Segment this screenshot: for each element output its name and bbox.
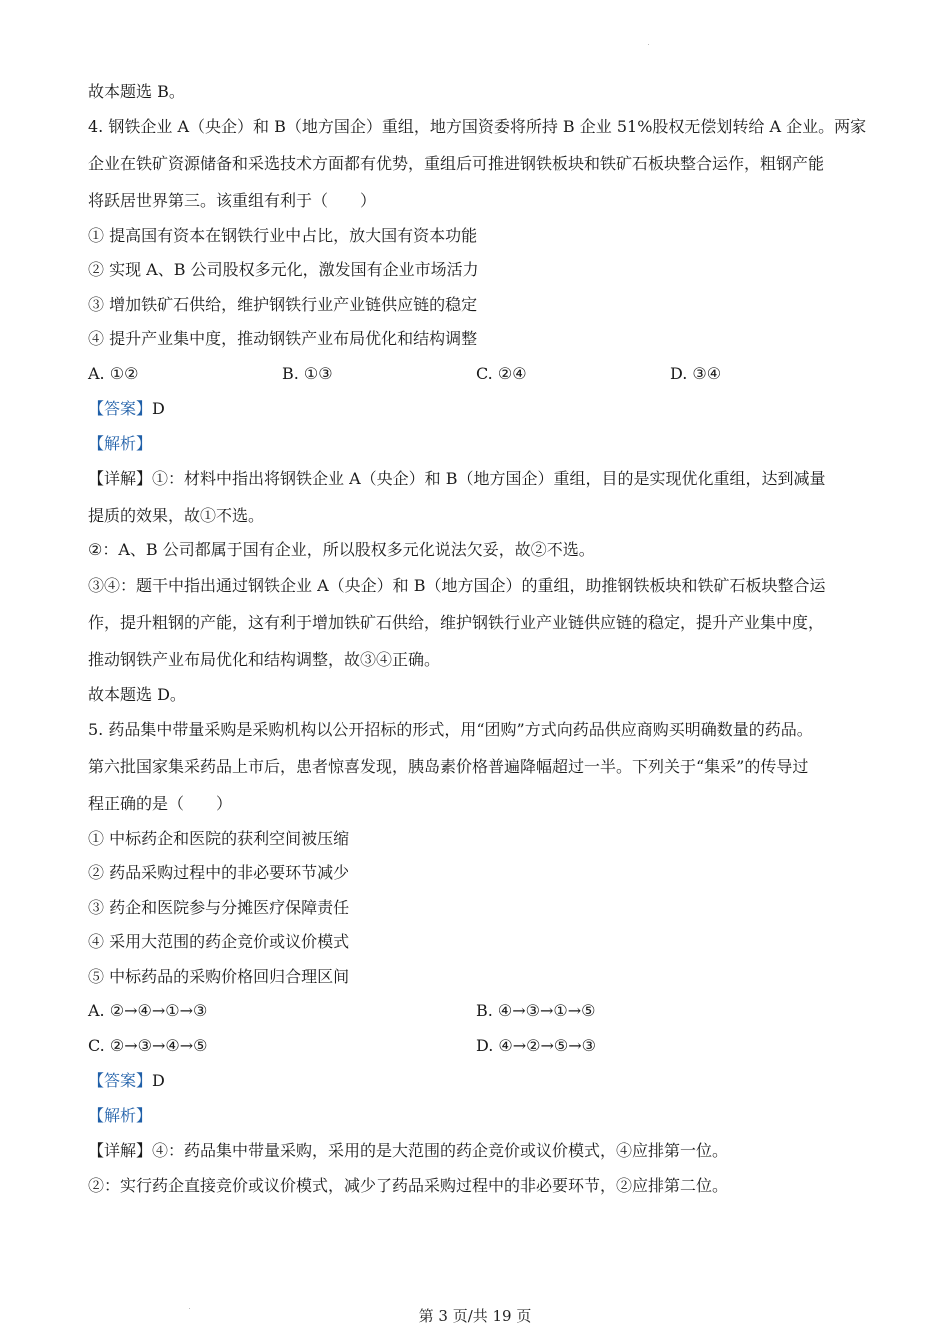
q4-detail-line-2: 提质的效果，故①不选。 xyxy=(88,506,265,525)
q5-analysis-heading xyxy=(88,1106,868,1126)
q4-item-1: ① 提高国有资本在钢铁行业中占比，放大国有资本功能 xyxy=(88,226,478,245)
q4-analysis-heading xyxy=(88,434,868,454)
analysis-tag: 【解析】 xyxy=(88,1106,153,1125)
q5-item-5: ⑤ 中标药品的采购价格回归合理区间 xyxy=(88,967,350,986)
q4-item-4: ④ 提升产业集中度，推动钢铁产业布局优化和结构调整 xyxy=(88,329,478,348)
q4-stem-line-3: 将跃居世界第三。该重组有利于（ ） xyxy=(88,191,377,210)
q4-item-3: ③ 增加铁矿石供给，维护钢铁行业产业链供应链的稳定 xyxy=(88,295,478,314)
answer-tag: 【答案】 xyxy=(88,1071,153,1090)
q5-detail-line-1 xyxy=(88,1141,868,1161)
q4-detail-line-3: ②：A、B 公司都属于国有企业，所以股权多元化说法欠妥，故②不选。 xyxy=(88,540,595,559)
q4-answer xyxy=(88,399,868,419)
q4-detail-line-6: 推动钢铁产业布局优化和结构调整，故③④正确。 xyxy=(88,650,441,669)
q5-item-4: ④ 采用大范围的药企竞价或议价模式 xyxy=(88,932,350,951)
q5-option-b: B. ④→③→①→⑤ xyxy=(476,1001,596,1020)
q4-option-d: D. ③④ xyxy=(670,364,722,383)
q5-option-c: C. ②→③→④→⑤ xyxy=(88,1036,208,1055)
page-number: 第 3 页/共 19 页 xyxy=(418,1307,532,1325)
q5-stem-line-2: 第六批国家集采药品上市后，患者惊喜发现，胰岛素价格普遍降幅超过一半。下列关于“集采”的传导过 xyxy=(88,757,809,776)
q4-stem-line-2: 企业在铁矿资源储备和采选技术方面都有优势，重组后可推进钢铁板块和铁矿石板块整合运作，粗钢产能 xyxy=(88,154,825,173)
q5-item-1: ① 中标药企和医院的获利空间被压缩 xyxy=(88,829,350,848)
detail-text: ①：材料中指出将钢铁企业 A（央企）和 B（地方国企）重组，目的是实现优化重组，达到减量 xyxy=(152,469,826,488)
q4-option-a: A. ①② xyxy=(88,364,139,383)
q4-item-2: ② 实现 A、B 公司股权多元化，激发国有企业市场活力 xyxy=(88,260,479,279)
q5-stem-line-3: 程正确的是（ ） xyxy=(88,794,233,813)
answer-value: D xyxy=(152,1071,165,1090)
answer-tag: 【答案】 xyxy=(88,399,153,418)
q5-option-d: D. ④→②→⑤→③ xyxy=(476,1036,597,1055)
q4-detail-line-4: ③④：题干中指出通过钢铁企业 A（央企）和 B（地方国企）的重组，助推钢铁板块和铁矿石板块整合运 xyxy=(88,576,826,595)
q4-detail-line-1 xyxy=(88,469,868,489)
q5-stem-line-1: 5. 药品集中带量采购是采购机构以公开招标的形式，用“团购”方式向药品供应商购买明确数量的药品。 xyxy=(88,720,813,739)
scan-speck xyxy=(648,44,649,45)
q5-item-2: ② 药品采购过程中的非必要环节减少 xyxy=(88,863,350,882)
prev-conclusion: 故本题选 B。 xyxy=(88,82,185,101)
q4-detail-line-5: 作，提升粗钢的产能，这有利于增加铁矿石供给，维护钢铁行业产业链供应链的稳定，提升产业集中度， xyxy=(88,613,825,632)
q4-option-c: C. ②④ xyxy=(476,364,527,383)
analysis-tag: 【解析】 xyxy=(88,434,153,453)
q5-option-a: A. ②→④→①→③ xyxy=(88,1001,208,1020)
q5-item-3: ③ 药企和医院参与分摊医疗保障责任 xyxy=(88,898,350,917)
detail-tag: 【详解】 xyxy=(88,469,153,488)
q4-option-b: B. ①③ xyxy=(282,364,333,383)
q4-stem-line-1: 4. 钢铁企业 A（央企）和 B（地方国企）重组，地方国资委将所持 B 企业 51%股权无偿划转给 A 企业。两家 xyxy=(88,117,867,136)
detail-text: ④：药品集中带量采购，采用的是大范围的药企竞价或议价模式，④应排第一位。 xyxy=(152,1141,729,1160)
q5-answer xyxy=(88,1071,868,1091)
q5-detail-line-2: ②：实行药企直接竞价或议价模式，减少了药品采购过程中的非必要环节，②应排第二位。 xyxy=(88,1176,729,1195)
answer-value: D xyxy=(152,399,165,418)
q4-conclusion: 故本题选 D。 xyxy=(88,685,186,704)
detail-tag: 【详解】 xyxy=(88,1141,153,1160)
